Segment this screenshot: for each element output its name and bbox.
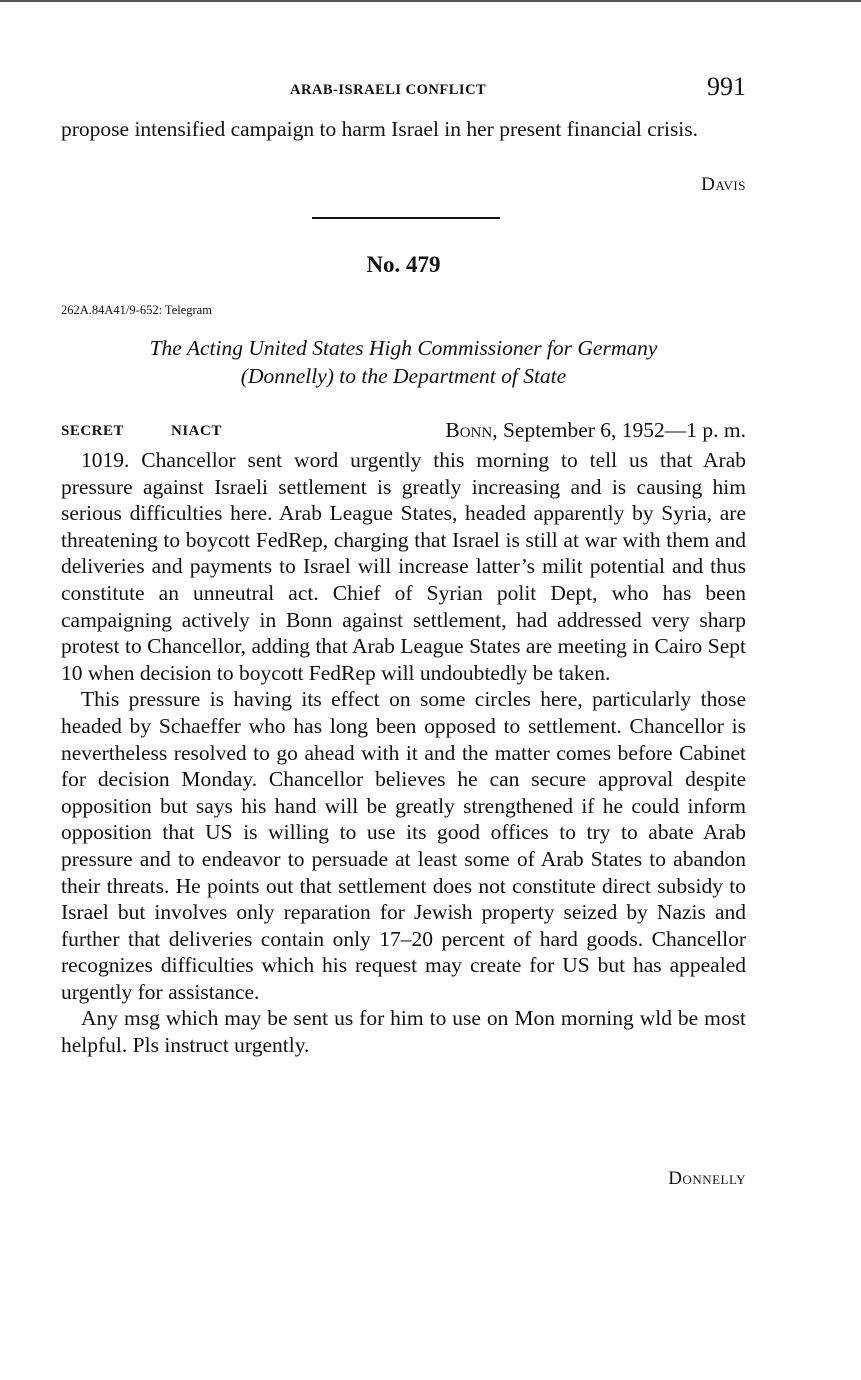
file-reference: 262A.84A41/9-652: Telegram xyxy=(61,303,212,317)
running-head: ARAB-ISRAELI CONFLICT xyxy=(290,82,487,98)
dateline xyxy=(445,418,746,443)
classification-line xyxy=(61,418,746,444)
document-title-line-2: (Donnelly) to the Department of State xyxy=(240,364,567,388)
page-header xyxy=(61,74,746,104)
top-border-rule xyxy=(0,0,861,2)
document-signature: Donnelly xyxy=(668,1168,746,1189)
document-title-line-1: The Acting United States High Commissioner for Germany xyxy=(149,336,658,360)
body-paragraph: Any msg which may be sent us for him to use on Mon morning wld be most helpful. Pls instruct urgently. xyxy=(61,1006,746,1058)
telegram-body xyxy=(61,447,746,1059)
previous-document-signature: Davis xyxy=(701,174,746,195)
body-paragraph: This pressure is having its effect on some circles here, particularly those headed by Schaeffer who has long been opposed to settlement. Chancellor is nevertheless resolved to go ahead with it and the matter comes before Cabinet for decision Monday. Chancellor believes he can secure approval despite opposition but says his hand will be greatly strengthened if he could inform opposition that US is willing to use its good offices to try to abate Arab pressure and to endeavor to persuade at least some of Arab States to abandon their threats. He points out that settlement does not constitute direct subsidy to Israel but involves only reparation for Jewish property seized by Nazis and further that deliveries contain only 17–20 percent of hard goods. Chancellor recognizes difficulties which his request may create for US but has appealed urgently for assistance. xyxy=(61,687,746,1004)
precedence-label: NIACT xyxy=(171,423,222,439)
classification-label: SECRET xyxy=(61,423,125,439)
dateline-date: September 6, 1952—1 p. m. xyxy=(502,418,746,442)
document-number: No. 479 xyxy=(366,252,441,277)
page-number: 991 xyxy=(707,72,746,101)
dateline-place: Bonn, xyxy=(445,418,498,442)
section-divider xyxy=(312,217,500,219)
body-paragraph: 1019. Chancellor sent word urgently this morning to tell us that Arab pressure against Israeli settlement is greatly increasing and is causing him serious difficulties here. Arab League States, headed apparently by Syria, are threatening to boycott FedRep, charging that Israel is still at war with them and deliveries and payments to Israel will increase latter’s milit potential and thus constitute an unneutral act. Chief of Syrian polit Dept, who has been campaigning actively in Bonn against settlement, had addressed very sharp protest to Chancellor, adding that Arab League States are meeting in Cairo Sept 10 when decision to boycott FedRep will undoubtedly be taken. xyxy=(61,448,746,685)
document-title xyxy=(61,334,746,390)
previous-document-text: propose intensified campaign to harm Israel in her present financial crisis. xyxy=(61,117,699,141)
